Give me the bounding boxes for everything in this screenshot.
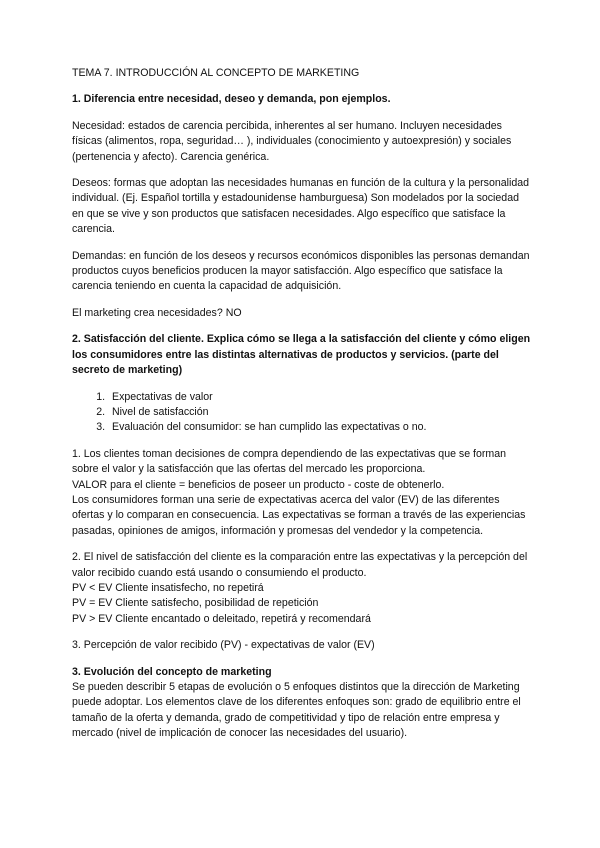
paragraph-deseos: Deseos: formas que adoptan las necesidades humanas en función de la cultura y la personalidad individual. (Ej. Español tortilla y estadounidense hamburguesa) Son modelados por la sociedad en que se vive y son productos que satisfacen necesidades. Algo específico que satisface la carencia. [72, 177, 530, 236]
list-item: 1. Expectativas de valor [108, 390, 532, 405]
document-title: TEMA 7. INTRODUCCIÓN AL CONCEPTO DE MARKETING [72, 67, 360, 79]
text-line: 2. El nivel de satisfacción del cliente es la comparación entre las expectativas y la percepción del valor recibido cuando está usando o consumiendo el producto. [72, 551, 528, 579]
paragraph-necesidad: Necesidad: estados de carencia percibida, inherentes al ser humano. Incluyen necesidades físicas (alimentos, ropa, seguridad… ), individuales (conocimiento y autoexpresión) y sociales (pertenencia y afecto). Carencia genérica. [72, 119, 512, 163]
paragraph-decisions [72, 447, 532, 539]
section-3-heading: 3. Evolución del concepto de marketing [72, 665, 272, 678]
list-item: 2. Nivel de satisfacción [108, 405, 532, 420]
text-line: PV < EV Cliente insatisfecho, no repetirá [72, 581, 264, 594]
paragraph-evolution: Se pueden describir 5 etapas de evolución o 5 enfoques distintos que la dirección de Marketing puede adoptar. Los elementos clave de los diferentes enfoques son: grado de equilibrio entre el tamaño de la oferta y demanda, grado de competitividad y tipo de relación entre empresa y mercado (nivel de implicación de conocer las necesidades del usuario). [72, 681, 521, 740]
section-2-heading: 2. Satisfacción del cliente. Explica cómo se llega a la satisfacción del cliente y cómo eligen los consumidores entre las distintas alternativas de productos y servicios. (parte del secreto de marketing) [72, 333, 531, 377]
text-line: 1. Los clientes toman decisiones de compra dependiendo de las expectativas que se forman sobre el valor y la satisfacción que las ofertas del mercado les proporciona. [72, 447, 507, 476]
text-line: PV = EV Cliente satisfecho, posibilidad de repetición [72, 597, 319, 610]
text-line: PV > EV Cliente encantado o deleitado, repetirá y recomendará [72, 612, 371, 625]
text-line: Los consumidores forman una serie de expectativas acerca del valor (EV) de las diferentes ofertas y lo comparan en consecuencia. Las expectativas se forman a través de las experiencias pasadas, opiniones de amigos, información y promesas del vendedor y la competencia. [72, 493, 526, 537]
section-1-heading: 1. Diferencia entre necesidad, deseo y demanda, pon ejemplos. [72, 93, 391, 106]
list-item: 3. Evaluación del consumidor: se han cumplido las expectativas o no. [108, 420, 532, 435]
paragraph-question: El marketing crea necesidades? NO [72, 306, 242, 319]
text-line: VALOR para el cliente = beneficios de poseer un producto - coste de obtenerlo. [72, 478, 445, 491]
paragraph-satisfaction-level [72, 550, 532, 627]
paragraph-demandas: Demandas: en función de los deseos y recursos económicos disponibles las personas demandan productos cuyos beneficios producen la mayor satisfacción. Algo específico que satisface la carencia teniendo en cuenta la capacidad de adquisición. [72, 249, 530, 293]
paragraph-perception: 3. Percepción de valor recibido (PV) - expectativas de valor (EV) [72, 639, 375, 652]
document-body [72, 66, 532, 742]
satisfaction-steps-list [72, 390, 532, 436]
